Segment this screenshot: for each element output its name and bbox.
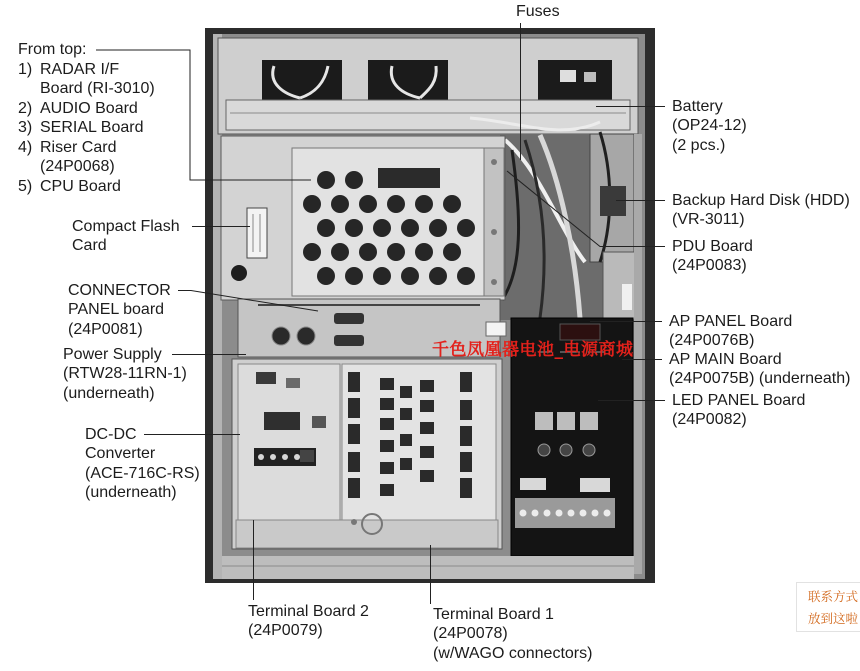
round-connector [297, 327, 315, 345]
battery-connector [560, 70, 576, 82]
connector-panel-line-3: (24P0081) [68, 320, 143, 338]
mounting-hole [231, 265, 247, 281]
pdu-board-line-2: (24P0083) [672, 257, 747, 274]
ap-panel-line-2: (24P0076B) [669, 332, 755, 349]
wago-connector [380, 484, 394, 496]
board-stack-heading: From top: [18, 41, 87, 58]
vent-hole [443, 195, 461, 213]
terminal-screw [282, 454, 288, 460]
terminal-screw [604, 510, 611, 517]
vent-hole [331, 243, 349, 261]
terminal-screw [294, 454, 300, 460]
terminal-screw [580, 510, 587, 517]
vent-hole [415, 195, 433, 213]
vent-hole [373, 267, 391, 285]
wago-connector [460, 426, 472, 446]
battery-cutout-right [538, 60, 612, 106]
wago-connector [380, 378, 394, 390]
backup-hdd-line-2: (VR-3011) [672, 211, 745, 228]
terminal-screw [592, 510, 599, 517]
power-supply-line-3: (underneath) [63, 384, 155, 402]
ap-main-line-2: (24P0075B) (underneath) [669, 370, 851, 387]
vent-hole [331, 195, 349, 213]
callout-led-panel-board [672, 391, 805, 430]
vent-hole [303, 243, 321, 261]
fuse-holder-knob [560, 444, 572, 456]
round-connector [272, 327, 290, 345]
board-stack-item-1-line-2: Board (RI-3010) [40, 80, 155, 97]
dsub-connector [334, 335, 364, 346]
item-number: 4) [18, 138, 33, 156]
wago-connector [348, 424, 360, 444]
wago-connector [380, 398, 394, 410]
vent-hole [457, 267, 475, 285]
battery-line-1: Battery [672, 97, 723, 115]
screw [491, 159, 497, 165]
compact-flash-line-2: Card [72, 237, 107, 254]
wago-connector [348, 478, 360, 498]
callout-connector-panel [68, 281, 171, 340]
board-stack-item-4 [18, 138, 155, 158]
cabinet-photo [205, 28, 655, 583]
wago-connector [420, 380, 434, 392]
terminal-screw [532, 510, 539, 517]
terminal-1-line-3: (w/WAGO connectors) [433, 644, 593, 662]
item-number: 5) [18, 177, 33, 195]
terminal-2-line-1: Terminal Board 2 [248, 602, 369, 620]
callout-ap-main-board [669, 350, 850, 389]
wago-connector [348, 398, 360, 418]
side-vent-slot [622, 284, 632, 310]
item-number: 2) [18, 99, 33, 117]
ap-panel-line-1: AP PANEL Board [669, 312, 793, 330]
callout-backup-hdd [672, 191, 850, 230]
callout-board-stack [18, 40, 155, 196]
terminal-label-plate [520, 478, 546, 490]
vent-hole [415, 243, 433, 261]
battery-line-2: (OP24-12) [672, 117, 747, 134]
terminal-screw [544, 510, 551, 517]
dsub-connector [334, 313, 364, 324]
wago-connector [420, 446, 434, 458]
wago-connector [400, 458, 412, 470]
led-panel-line-2: (24P0082) [672, 411, 747, 428]
battery-line-3: (2 pcs.) [672, 136, 726, 154]
battery-rail [226, 100, 630, 130]
contact-popup[interactable] [796, 582, 860, 632]
callout-power-supply [63, 345, 187, 404]
callout-terminal-board-2 [248, 602, 369, 641]
dc-dc-line-1: DC-DC [85, 425, 137, 443]
item-number: 3) [18, 119, 33, 136]
vent-hole [401, 267, 419, 285]
terminal-screw [270, 454, 276, 460]
vent-hole [401, 219, 419, 237]
item-label: SERIAL Board [40, 119, 144, 136]
terminal-screw [556, 510, 563, 517]
item-label: CPU Board [40, 177, 121, 195]
fuse-holder-knob [583, 444, 595, 456]
contact-popup-line-1[interactable]: 联系方式 [808, 589, 859, 604]
vent-hole [457, 219, 475, 237]
vent-hole [303, 195, 321, 213]
board-stack-item-1 [18, 60, 155, 80]
led-panel-line-1: LED PANEL Board [672, 391, 806, 409]
terminal-board-2 [236, 520, 498, 548]
terminal-screw [258, 454, 264, 460]
dc-dc-line-2: Converter [85, 445, 156, 462]
indicator-label-plate [580, 412, 598, 430]
vent-hole [387, 195, 405, 213]
wago-connector [460, 478, 472, 498]
dc-dc-connector [264, 412, 300, 430]
vent-hole [317, 267, 335, 285]
terminal-label-plate [580, 478, 610, 492]
callout-battery [672, 97, 747, 156]
vent-hole [387, 243, 405, 261]
power-component [286, 378, 300, 388]
cabinet-floor [222, 556, 634, 579]
callout-compact-flash [72, 217, 180, 256]
indicator-label-plate [557, 412, 575, 430]
callout-pdu-board [672, 237, 753, 276]
vent-hole [317, 219, 335, 237]
vent-hole [345, 171, 363, 189]
watermark-text: 千色凤凰器电池_电源商城 [432, 340, 634, 360]
terminal-screw [520, 510, 527, 517]
wago-connector [400, 386, 412, 398]
connector-panel-line-2: PANEL board [68, 301, 165, 318]
vent-hole [443, 243, 461, 261]
connector-panel-line-1: CONNECTOR [68, 281, 171, 299]
callout-ap-panel-board [669, 312, 792, 351]
wago-connector [400, 408, 412, 420]
power-component [256, 372, 276, 384]
vent-hole [345, 219, 363, 237]
power-supply-line-1: Power Supply [63, 345, 162, 363]
wago-connector [380, 418, 394, 430]
vent-hole [429, 267, 447, 285]
item-number: 1) [18, 60, 33, 78]
callout-dc-dc-converter [85, 425, 200, 503]
dc-dc-line-3: (ACE-716C-RS) [85, 464, 200, 482]
compact-flash-card [247, 208, 267, 258]
callout-fuses [516, 2, 560, 22]
vent-hole [373, 219, 391, 237]
terminal-board-1 [342, 364, 496, 520]
item-label: Riser Card [40, 138, 117, 156]
board-stack-item-5 [18, 177, 155, 197]
stack-bracket [484, 148, 504, 296]
board-stack-item-2 [18, 99, 155, 119]
terminal-2-line-2: (24P0079) [248, 622, 323, 639]
vent-hole [359, 195, 377, 213]
wago-connector [460, 400, 472, 420]
callout-terminal-board-1 [433, 605, 592, 664]
ap-main-line-1: AP MAIN Board [669, 350, 782, 368]
board-stack-item-4-line-2: (24P0068) [40, 158, 115, 175]
power-component [300, 450, 314, 462]
wago-connector [420, 470, 434, 482]
terminal-1-line-2: (24P0078) [433, 625, 508, 642]
dc-dc-line-4: (underneath) [85, 484, 177, 501]
indicator-label-plate [535, 412, 553, 430]
screw [351, 519, 357, 525]
battery-connector [584, 72, 596, 82]
board-connector [378, 168, 440, 188]
pdu-board-line-1: PDU Board [672, 237, 753, 255]
white-plug [486, 322, 506, 336]
contact-popup-line-2[interactable]: 放到这啦 [808, 611, 859, 626]
wago-connector [460, 452, 472, 472]
terminal-1-line-1: Terminal Board 1 [433, 605, 554, 623]
wago-connector [380, 462, 394, 474]
fuse-holder-knob [538, 444, 550, 456]
wago-connector [400, 434, 412, 446]
item-label: AUDIO Board [40, 99, 138, 117]
side-panel [603, 252, 639, 320]
fuses-label: Fuses [516, 3, 560, 20]
terminal-screw [568, 510, 575, 517]
wago-connector [420, 422, 434, 434]
wago-connector [348, 372, 360, 392]
screw [491, 279, 497, 285]
wago-connector [420, 400, 434, 412]
wago-connector [348, 452, 360, 472]
backup-hdd-line-1: Backup Hard Disk (HDD) [672, 191, 850, 209]
compact-flash-line-1: Compact Flash [72, 217, 180, 235]
vent-hole [429, 219, 447, 237]
item-label: RADAR I/F [40, 60, 120, 78]
power-supply-line-2: (RTW28-11RN-1) [63, 365, 187, 382]
vent-hole [317, 171, 335, 189]
board-stack-item-3 [18, 118, 155, 138]
wago-connector [460, 372, 472, 392]
vent-hole [359, 243, 377, 261]
wago-connector [380, 440, 394, 452]
ap-terminal-block [515, 498, 615, 528]
screw [491, 229, 497, 235]
power-component [312, 416, 326, 428]
vent-hole [345, 267, 363, 285]
